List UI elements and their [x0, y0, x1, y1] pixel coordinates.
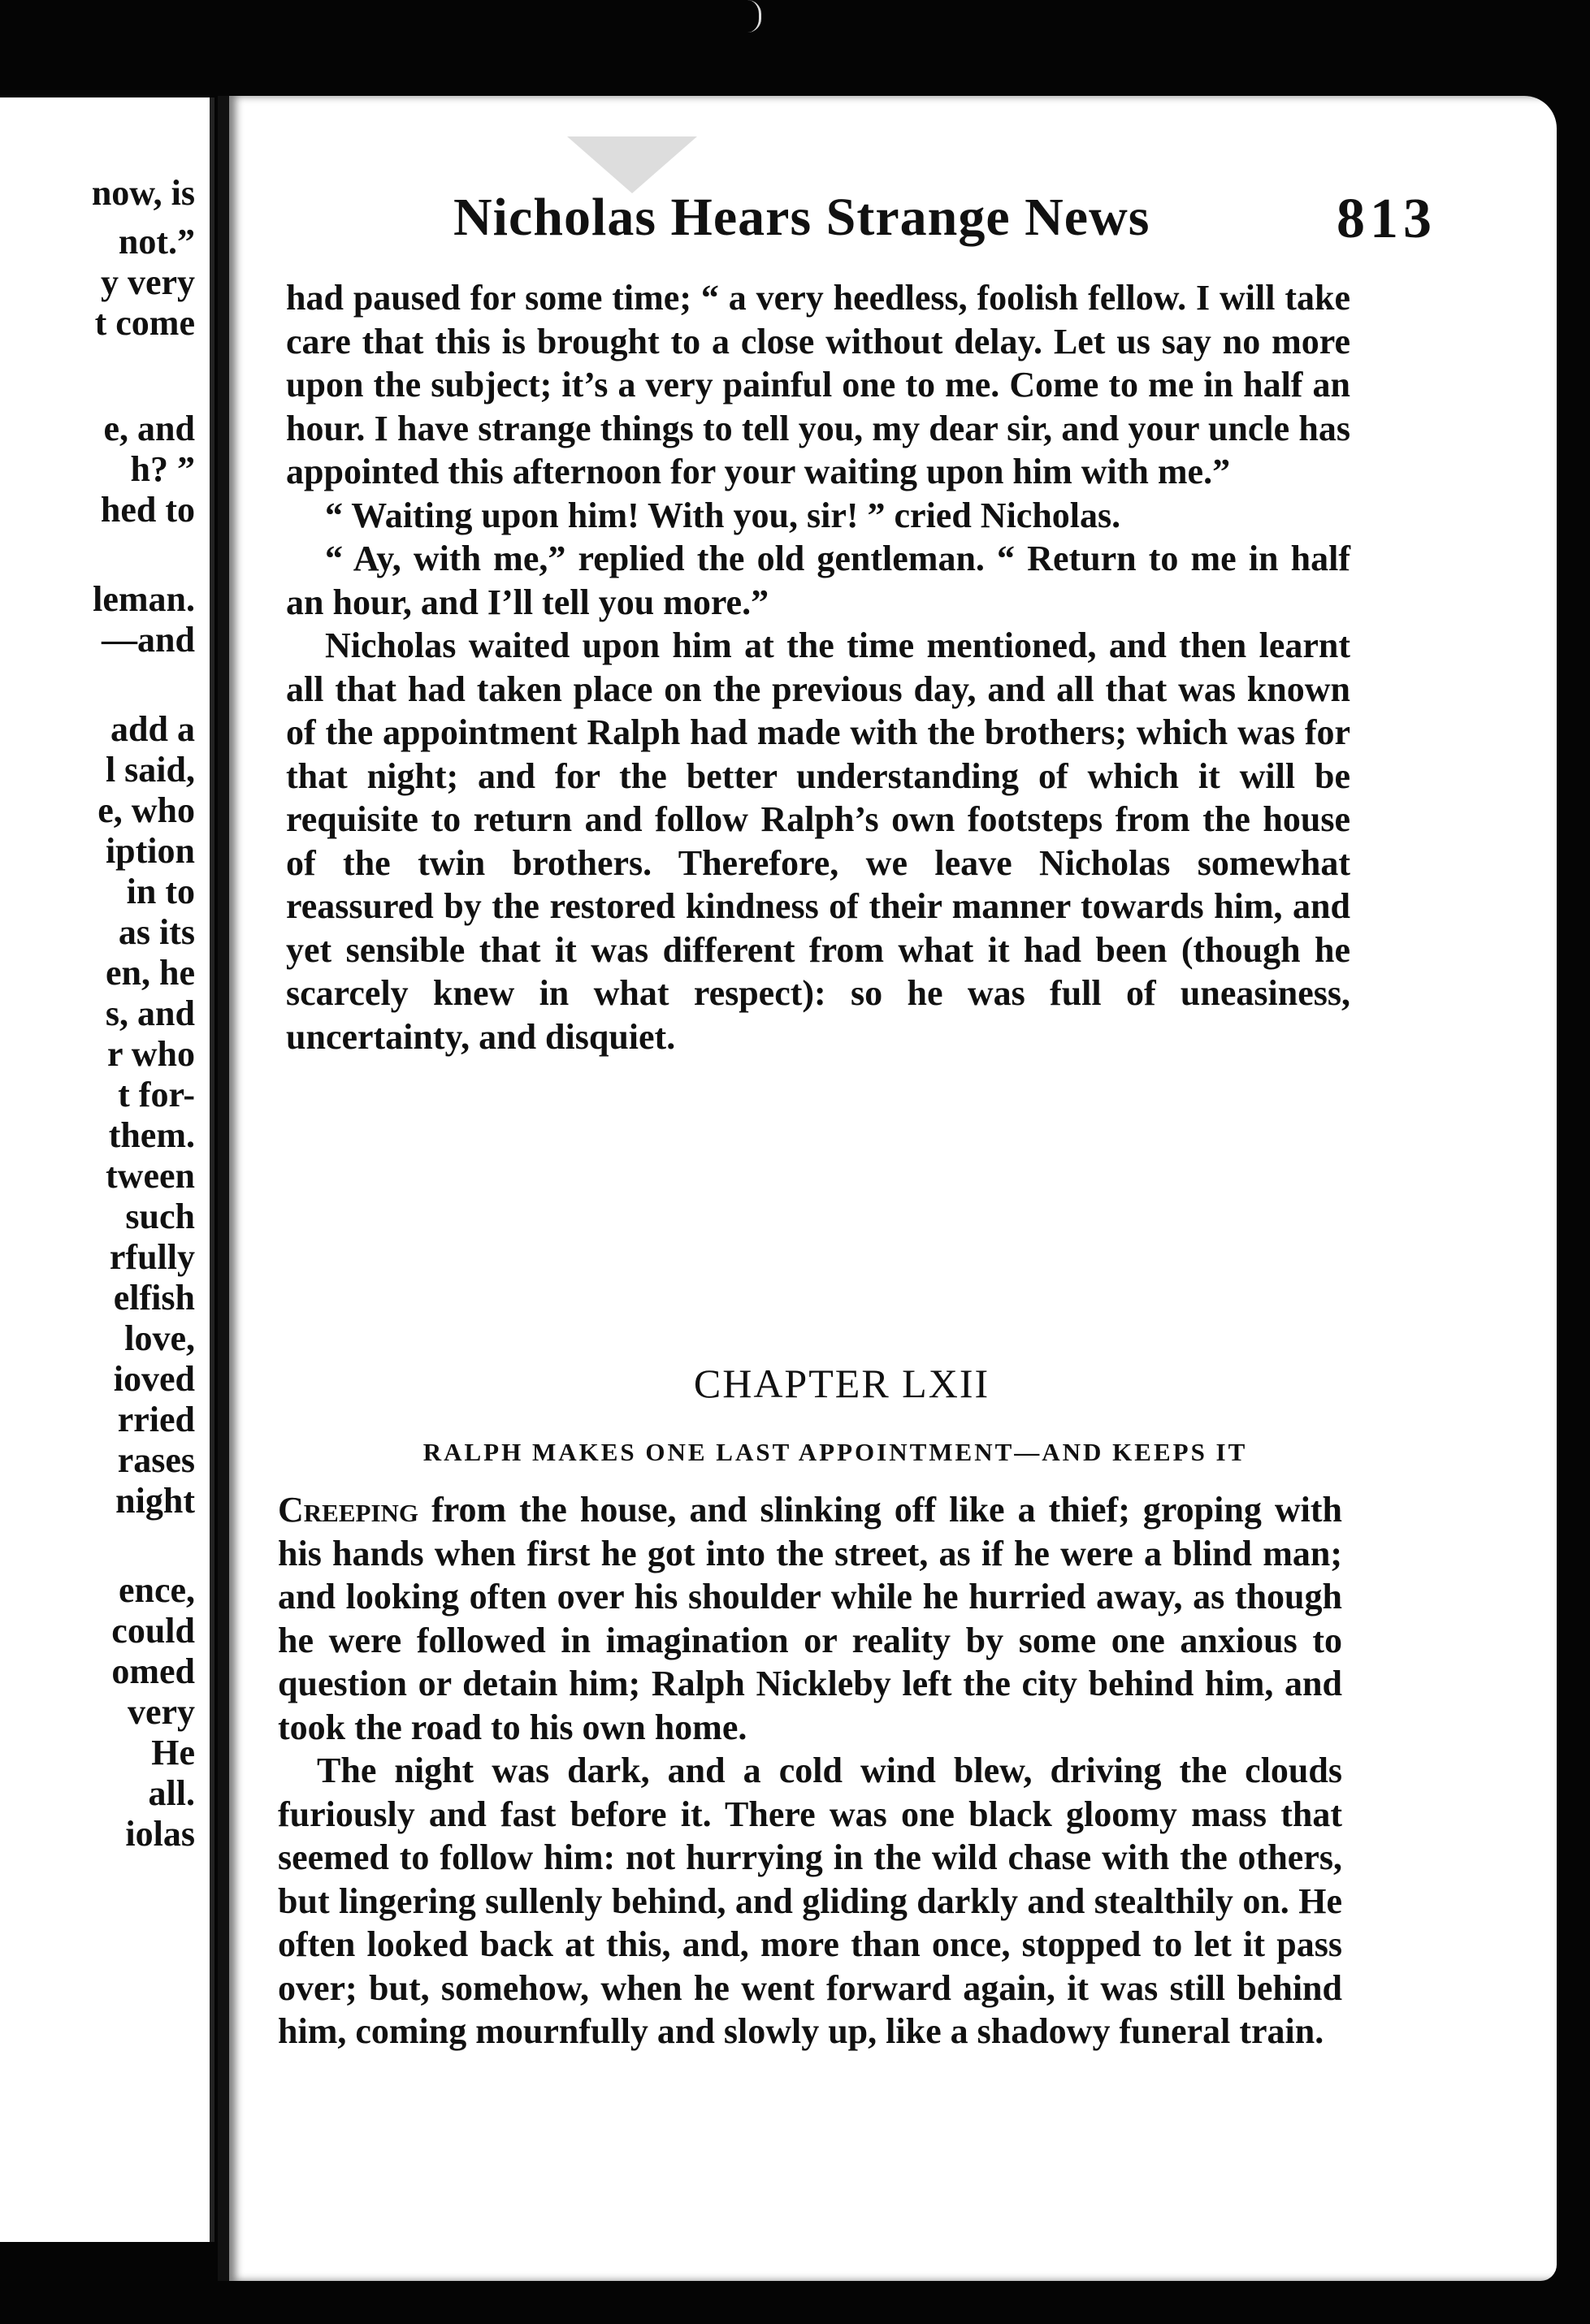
left-page-line: night [115, 1481, 195, 1521]
left-page-line: en, he [106, 953, 195, 993]
lead-word: Creeping [278, 1490, 419, 1530]
body-text-bottom [278, 1488, 1342, 2054]
left-page-line: tween [106, 1156, 195, 1196]
page-number: 813 [1337, 188, 1436, 250]
chapter-heading: CHAPTER LXII [693, 1361, 990, 1406]
left-page-line: e, and [103, 409, 195, 448]
left-page-line: rases [117, 1440, 195, 1480]
left-page-line: omed [111, 1651, 195, 1691]
book-page [218, 96, 1557, 2281]
left-page-line: —and [102, 620, 195, 660]
previous-page-edge [0, 97, 214, 2242]
left-page-line: all. [148, 1773, 195, 1813]
left-page-line: hed to [100, 490, 195, 530]
left-page-line: add a [110, 709, 195, 749]
left-page-line: rfully [109, 1237, 195, 1277]
left-page-line: such [125, 1197, 195, 1236]
page-fold [567, 136, 697, 193]
left-page-line: h? ” [130, 449, 195, 489]
left-page-line: could [111, 1611, 195, 1651]
left-page-line: elfish [113, 1278, 195, 1318]
left-page-line: y very [100, 262, 195, 302]
left-page-line: l said, [105, 750, 195, 790]
left-page-line: in to [126, 872, 195, 911]
left-page-line: ioved [113, 1359, 195, 1399]
left-page-line: e, who [97, 790, 195, 830]
left-page-line: as its [118, 912, 195, 952]
paragraph: had paused for some time; “ a very heedless, foolish fellow. I will take care that this is brought to a close without delay. Let us say no more upon the subject; it’s a very painful one to me. Come to me in half an hour. I have strange things to tell you, my dear sir, and your uncle has appointed this afternoon for your waiting upon him with me.” [286, 278, 1350, 491]
running-head [453, 187, 1436, 260]
left-page-line: ence, [118, 1570, 195, 1610]
left-page-line: love, [124, 1318, 195, 1358]
left-page-line: them. [108, 1115, 195, 1155]
left-page-line: very [127, 1692, 195, 1732]
paragraph: “ Ay, with me,” replied the old gentleman. “ Return to me in half an hour, and I’ll tell you more.” [286, 539, 1350, 622]
running-title: Nicholas Hears Strange News [453, 188, 1150, 247]
scan-artifact [747, 0, 761, 32]
paragraph [278, 1488, 1342, 1749]
left-page-line: iolas [125, 1814, 195, 1854]
left-page-line: now, is [91, 173, 195, 213]
left-page-line: rried [117, 1400, 195, 1439]
body-text-top [286, 276, 1350, 1058]
left-page-line: He [151, 1733, 195, 1772]
paragraph: The night was dark, and a cold wind blew, driving the clouds furiously and fast before it. There was one black gloomy mass that seemed to follow him: not hurrying in the wild chase with the others, but lingering sullenly behind, and gliding darkly and stealthily on. He often looked back at this, and, more than once, stopped to let it pass over; but, somehow, when he went forward again, it was still behind him, coming mournfully and slowly up, like a shadowy funeral train. [278, 1751, 1342, 2051]
left-page-line: r who [107, 1034, 195, 1074]
left-page-line: t for- [118, 1075, 195, 1114]
left-page-line: t come [94, 303, 195, 343]
left-page-line: iption [105, 831, 195, 871]
paragraph-rest: from the house, and slinking off like a thief; groping with his hands when first he got into the street, as if he were a blind man; and looking often over his shoulder while he hurried away, as though he were followed in imagination or reality by some one anxious to question or detain him; Ralph Nickleby left the city behind him, and took the road to his own home. [278, 1490, 1342, 1747]
left-page-line: not.” [118, 222, 195, 262]
chapter-subtitle: RALPH MAKES ONE LAST APPOINTMENT—AND KEEPS IT [422, 1438, 1248, 1466]
left-page-line: leman. [93, 579, 195, 619]
paragraph: “ Waiting upon him! With you, sir! ” cried Nicholas. [325, 495, 1121, 535]
left-page-line: s, and [105, 993, 195, 1033]
paragraph: Nicholas waited upon him at the time mentioned, and then learnt all that had taken place on the previous day, and all that was known of the appointment Ralph had made with the brothers; which was for that night; and for the better understanding of which it will be requisite to return and follow Ralph’s own footsteps from the house of the twin brothers. Therefore, we leave Nicholas somewhat reassured by the restored kindness of their manner towards him, and yet sensible that it was different from what it had been (though he scarcely knew in what respect): so he was full of uneasiness, uncertainty, and disquiet. [286, 625, 1350, 1057]
